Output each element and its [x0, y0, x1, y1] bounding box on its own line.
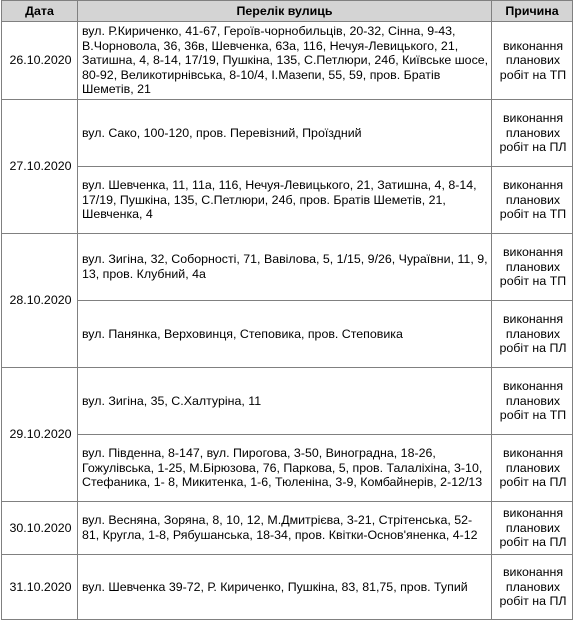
table-row — [2, 300, 573, 367]
outage-schedule-table — [1, 0, 573, 620]
streets-cell: вул. Шевченка 39-72, Р. Кириченко, Пушкіна, 83, 81,75, пров. Тупий — [78, 554, 492, 619]
table-row — [2, 554, 573, 619]
header-date: Дата — [2, 1, 78, 22]
table-row — [2, 99, 573, 166]
header-reason: Причина — [492, 1, 573, 22]
date-cell: 28.10.2020 — [2, 233, 78, 367]
table-row — [2, 22, 573, 100]
date-cell: 26.10.2020 — [2, 22, 78, 100]
reason-cell: виконання планових робіт на ПЛ — [492, 554, 573, 619]
date-cell: 30.10.2020 — [2, 501, 78, 554]
streets-cell: вул. Шевченка, 11, 11а, 116, Нечуя-Левицького, 21, Затишна, 4, 8-14, 17/19, Пушкіна, 135, С.Петлюри, 24б, пров. Братів Шеметів, 21, Шевченка, 4 — [78, 166, 492, 233]
header-row — [2, 1, 573, 22]
streets-cell: вул. Панянка, Верховинця, Степовика, пров. Степовика — [78, 300, 492, 367]
streets-cell: вул. Зигіна, 32, Соборності, 71, Вавілова, 5, 1/15, 9/26, Чураївни, 11, 9, 13, пров. Клубний, 4а — [78, 233, 492, 300]
reason-cell: виконання планових робіт на ПЛ — [492, 501, 573, 554]
table-row — [2, 166, 573, 233]
table-row — [2, 367, 573, 434]
reason-cell: виконання планових робіт на ПЛ — [492, 99, 573, 166]
streets-cell: вул. Р.Кириченко, 41-67, Героїв-чорнобильців, 20-32, Сінна, 9-43, В.Чорновола, 36, 36в, Шевченка, 63а, 116, Нечуя-Левицького, 21, Затишна, 4, 8-14, 17/19, Пушкіна, 135, С.Петлюри, 24б, Київське шосе, 80-92, Великотирнівська, 8-10/4, І.Мазепи, 55, 59, пров. Братів Шеметів, 21 — [78, 22, 492, 100]
date-cell: 29.10.2020 — [2, 367, 78, 501]
streets-cell: вул. Південна, 8-147, вул. Пирогова, 3-50, Виноградна, 18-26, Гожулівська, 1-25, М.Бірюзова, 76, Паркова, 5, пров. Талаліхіна, 3-10, Стефаника, 1- 8, Микитенка, 1-6, Тюленіна, 3-9, Комбайнерів, 2-12/13 — [78, 434, 492, 501]
reason-cell: виконання планових робіт на ТП — [492, 367, 573, 434]
streets-cell: вул. Сако, 100-120, пров. Перевізний, Проїздний — [78, 99, 492, 166]
reason-cell: виконання планових робіт на ТП — [492, 233, 573, 300]
reason-cell: виконання планових робіт на ТП — [492, 166, 573, 233]
streets-cell: вул. Весняна, Зоряна, 8, 10, 12, М.Дмитрієва, 3-21, Стрітенська, 52-81, Кругла, 1-8, Рябушанська, 18-34, пров. Квітки-Основ'яненка, 4-12 — [78, 501, 492, 554]
table-row — [2, 233, 573, 300]
reason-cell: виконання планових робіт на ТП — [492, 22, 573, 100]
header-streets: Перелік вулиць — [78, 1, 492, 22]
reason-cell: виконання планових робіт на ПЛ — [492, 300, 573, 367]
table-row — [2, 434, 573, 501]
streets-cell: вул. Зигіна, 35, С.Халтуріна, 11 — [78, 367, 492, 434]
reason-cell: виконання планових робіт на ПЛ — [492, 434, 573, 501]
table-row — [2, 501, 573, 554]
date-cell: 31.10.2020 — [2, 554, 78, 619]
date-cell: 27.10.2020 — [2, 99, 78, 233]
